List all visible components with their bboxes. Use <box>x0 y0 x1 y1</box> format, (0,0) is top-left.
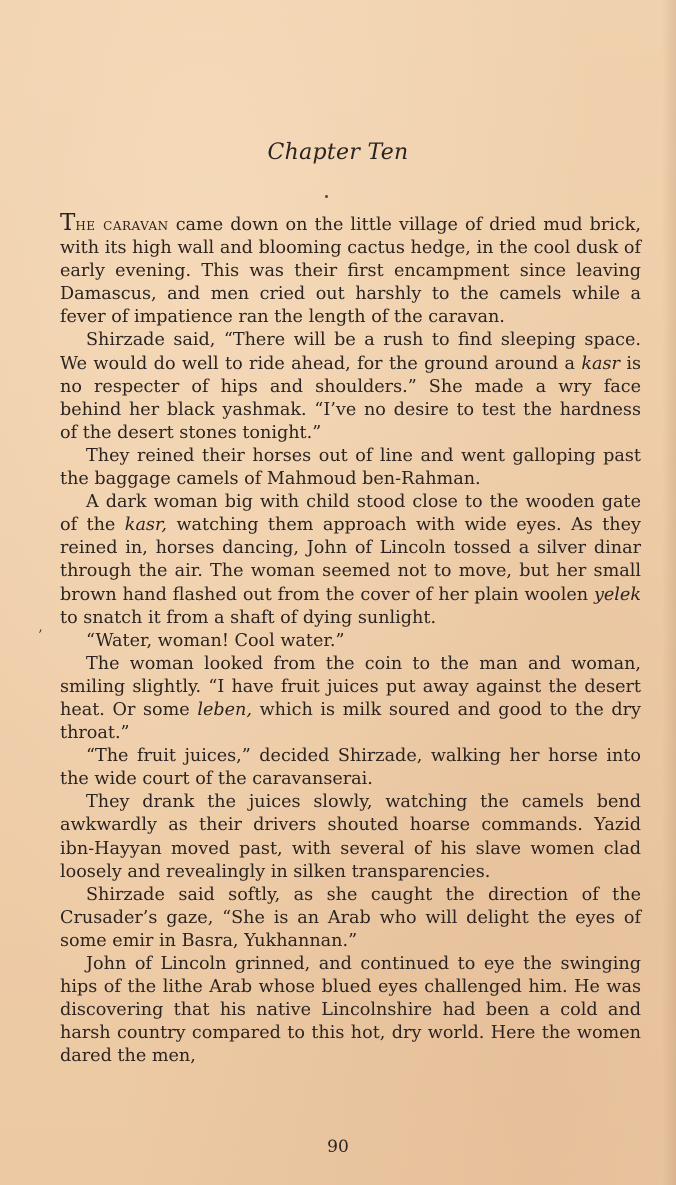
paragraph <box>60 329 641 444</box>
drop-initial: T <box>60 210 76 236</box>
opening-words: he caravan <box>75 215 169 235</box>
paragraph: They drank the juices slowly, watching the camels bend awkwardly as their drivers shouted hoarse commands. Yazid ibn-Hayyan moved past, with several of his slave women clad loosely and revealingly in silken transparencies. <box>60 792 641 882</box>
chapter-body <box>60 212 641 1068</box>
italic-word: yelek <box>593 584 641 605</box>
italic-word: kasr <box>581 353 620 374</box>
paragraph <box>60 653 641 745</box>
decorative-dot <box>325 195 328 198</box>
paragraph-text: The woman looked from the coin to the man and woman, smiling slightly. “I have fruit juices put away against the desert heat. Or some <box>60 653 641 720</box>
paragraph <box>60 212 641 329</box>
paragraph <box>60 491 641 630</box>
margin-mark: ’ <box>38 628 43 644</box>
paragraph: “The fruit juices,” decided Shirzade, walking her horse into the wide court of the caravanserai. <box>60 746 641 790</box>
paragraph-text: came down on the little village of dried mud brick, with its high wall and blooming cactus hedge, in the cool dusk of early evening. This was their first encampment since leaving Damascus, and men cried out harshly to the camels while a fever of impatience ran the length of the caravan. <box>60 215 641 328</box>
paragraph: Shirzade said softly, as she caught the direction of the Crusader’s gaze, “She is an Arab who will delight the eyes of some emir in Basra, Yukhannan.” <box>60 884 641 951</box>
paragraph-text: A dark woman big with child stood close to the wooden gate of the <box>60 492 641 536</box>
paragraph-text: Shirzade said, “There will be a rush to find sleeping space. We would do well to ride ahead, for the ground around a <box>60 330 641 374</box>
paragraph-text: watching them approach with wide eyes. As they reined in, horses dancing, John of Lincoln tossed a silver dinar through the air. The woman seemed not to move, but her small brown hand flashed out from the cover of her plain woolen <box>60 515 641 605</box>
italic-word: kasr, <box>124 515 168 536</box>
paragraph: John of Lincoln grinned, and continued to eye the swinging hips of the lithe Arab whose blued eyes challenged him. He was discovering that his native Lincolnshire had been a cold and harsh country compared to this hot, dry world. Here the women dared the men, <box>60 954 641 1067</box>
paragraph-text: to snatch it from a shaft of dying sunlight. <box>60 607 437 628</box>
chapter-title: Chapter Ten <box>267 140 409 165</box>
page-number: 90 <box>327 1137 349 1157</box>
paragraph: “Water, woman! Cool water.” <box>86 630 345 651</box>
paragraph: They reined their horses out of line and went galloping past the baggage camels of Mahmoud ben-Rahman. <box>60 445 641 490</box>
italic-word: leben, <box>197 699 252 720</box>
paragraph-text: which is milk soured and good to the dry throat.” <box>60 699 641 744</box>
paragraph-text: is no respecter of hips and shoulders.” She made a wry face behind her black yashmak. “I’ve no desire to test the hardness of the desert stones tonight.” <box>60 353 641 443</box>
